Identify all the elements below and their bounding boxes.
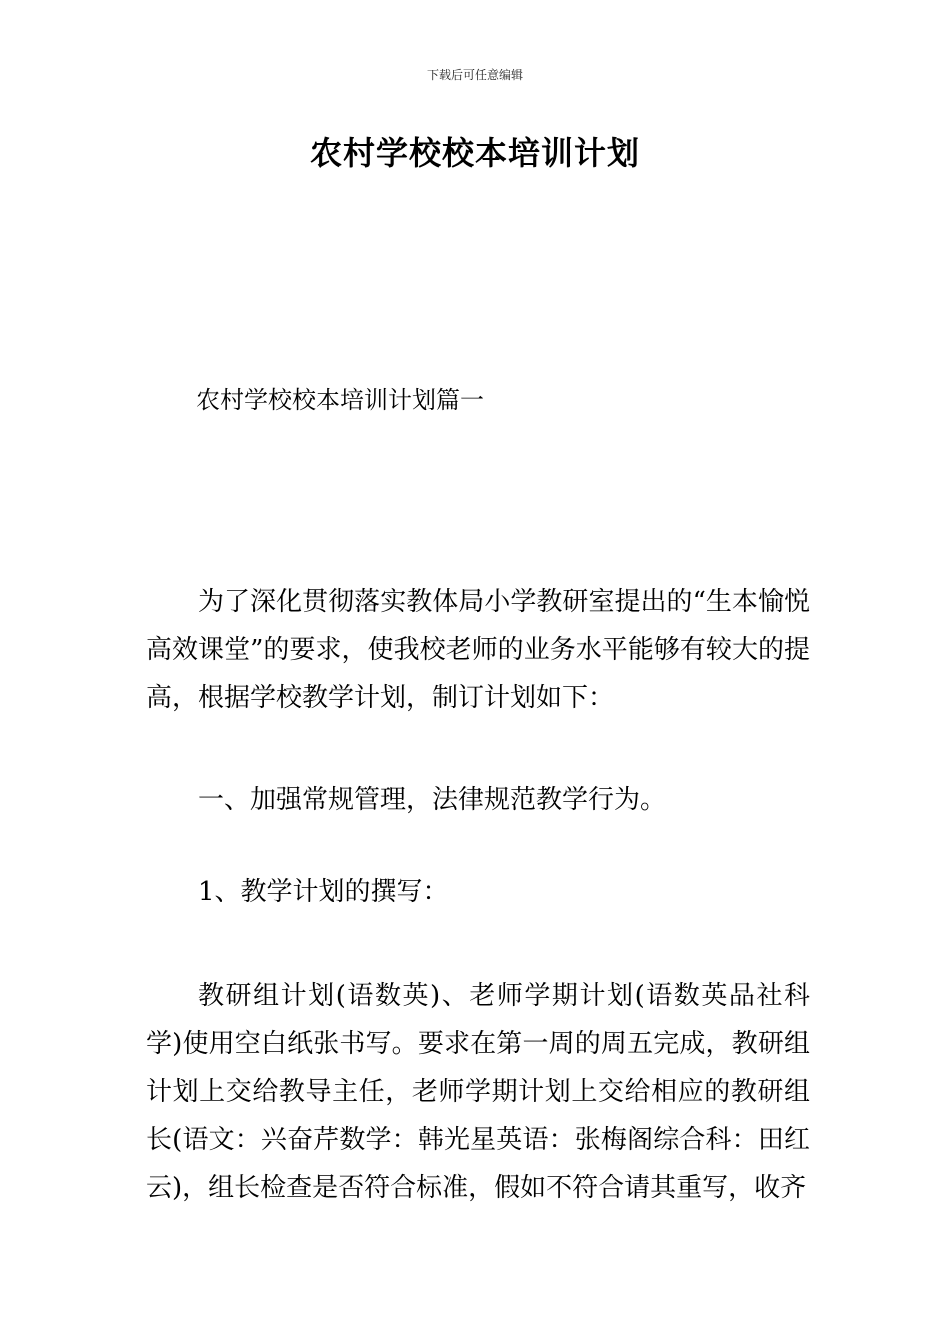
document-title: 农村学校校本培训计划 (309, 134, 640, 172)
header-note: 下载后可任意编辑 (426, 68, 523, 82)
paragraph-heading-one: 一、加强常规管理，法律规范教学行为。 (198, 785, 667, 815)
paragraph-item-one: 1、教学计划的撰写： (198, 877, 449, 907)
paragraph-plan-details: 教研组计划(语数英)、老师学期计划(语数英品社科学)使用空白纸张书写。要求在第一周的周五完成，教研组计划上交给教导主任，老师学期计划上交给相应的教研组长(语文：兴奋芹数学：韩光星英语：张梅阁综合科：田红云)，组长检查是否符合标准，假如不符合请其重写，收齐 (146, 981, 810, 1203)
paragraph-intro: 为了深化贯彻落实教体局小学教研室提出的“生本愉悦高效课堂”的要求，使我校老师的业务水平能够有较大的提高，根据学校教学计划，制订计划如下： (146, 587, 810, 713)
section-heading: 农村学校校本培训计划篇一 (196, 386, 484, 414)
